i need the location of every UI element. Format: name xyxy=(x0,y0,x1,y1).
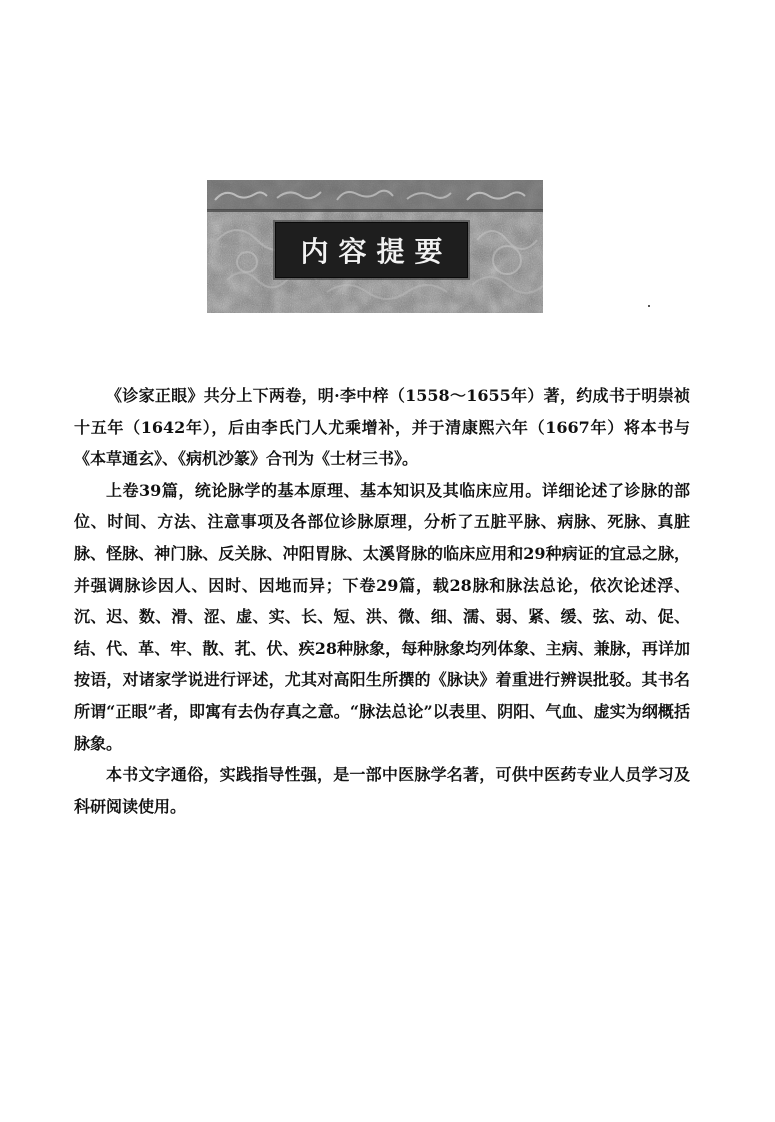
summary-paragraph-1: 《诊家正眼》共分上下两卷，明·李中梓（1558～1655年）著，约成书于明崇祯十五年（1642年），后由李氏门人尤乘增补，并于清康熙六年（1667年）将本书与《本草通玄》、《病机沙篆》合刊为《士材三书》。 xyxy=(74,386,690,469)
summary-paragraph-2: 上卷39篇，统论脉学的基本原理、基本知识及其临床应用。详细论述了诊脉的部位、时间、方法、注意事项及各部位诊脉原理，分析了五脏平脉、病脉、死脉、真脏脉、怪脉、神门脉、反关脉、冲阳胃脉、太溪肾脉的临床应用和29种病证的宜忌之脉，并强调脉诊因人、因时、因地而异；下卷29篇，载28脉和脉法总论，依次论述浮、沉、迟、数、滑、涩、虚、实、长、短、洪、微、细、濡、弱、紧、缓、弦、动、促、结、代、革、牢、散、芤、伏、疾28种脉象，每种脉象均列体象、主病、兼脉，再详加按语，对诸家学说进行评述，尤其对高阳生所撰的《脉诀》着重进行辨误批驳。其书名所谓“正眼”者，即寓有去伪存真之意。“脉法总论”以表里、阴阳、气血、虚实为纲概括脉象。 xyxy=(74,480,690,753)
banner-title: 内容提要 xyxy=(300,235,453,268)
summary-paragraph-3: 本书文字通俗，实践指导性强，是一部中医脉学名著，可供中医药专业人员学习及科研阅读使用。 xyxy=(74,765,690,816)
decorative-dot xyxy=(648,305,650,307)
banner-title-plate xyxy=(275,222,468,278)
summary-body xyxy=(74,380,690,822)
stone-relief-banner xyxy=(207,180,543,313)
